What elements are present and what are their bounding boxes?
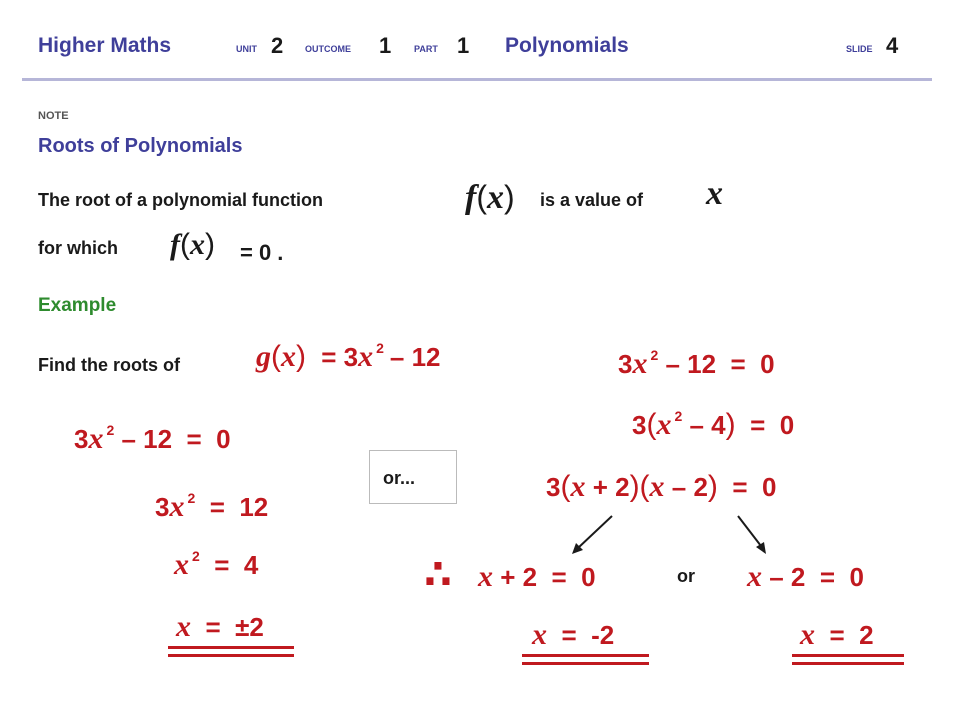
example-function: g(x) = 3x $^2$ – 12 bbox=[256, 340, 441, 373]
note-label: NOTE bbox=[38, 110, 69, 122]
result-right: x = 2 bbox=[800, 618, 874, 651]
branch-right-equation: x – 2 = 0 bbox=[747, 560, 864, 593]
function-notation-fx: f(x) bbox=[465, 179, 515, 216]
right-step2: 3(x $^2$ – 4) = 0 bbox=[632, 408, 795, 441]
part-label: PART bbox=[414, 44, 438, 54]
function-notation-fx-2: f(x) bbox=[170, 228, 215, 261]
branch-or: or bbox=[677, 566, 695, 586]
right-branch-arrowhead bbox=[756, 542, 766, 554]
outcome-value: 1 bbox=[379, 33, 392, 58]
variable-x: x bbox=[706, 175, 723, 212]
outcome-label: OUTCOME bbox=[305, 44, 351, 54]
slide-value: 4 bbox=[886, 33, 899, 58]
left-branch-arrow-line bbox=[578, 516, 612, 548]
left-step1: 3x $^2$ – 12 = 0 bbox=[74, 422, 231, 455]
definition-line2: for which bbox=[38, 238, 118, 258]
definition-line1: The root of a polynomial function bbox=[38, 190, 323, 210]
course-title: Higher Maths bbox=[38, 34, 172, 57]
or-box-label: or... bbox=[383, 468, 416, 488]
part-value: 1 bbox=[457, 33, 470, 58]
slide-label: SLIDE bbox=[846, 44, 873, 54]
example-label: Example bbox=[38, 295, 117, 316]
topic-title: Polynomials bbox=[505, 34, 629, 57]
result-left-underline-2 bbox=[522, 662, 649, 665]
left-answer-underline-2 bbox=[168, 654, 294, 657]
right-branch-arrow-line bbox=[738, 516, 761, 546]
left-step3: x $^2$ = 4 bbox=[174, 548, 259, 581]
right-step1: 3x $^2$ – 12 = 0 bbox=[618, 347, 775, 380]
unit-label: UNIT bbox=[236, 44, 257, 54]
definition-end: = 0 . bbox=[240, 240, 284, 265]
right-step3: 3(x + 2)(x – 2) = 0 bbox=[546, 470, 777, 503]
note-title: Roots of Polynomials bbox=[38, 135, 243, 157]
therefore-symbol: ∴ bbox=[424, 553, 452, 597]
unit-value: 2 bbox=[271, 33, 284, 58]
result-left-underline-1 bbox=[522, 654, 649, 657]
branch-left-equation: x + 2 = 0 bbox=[478, 560, 596, 593]
left-step4: x = ±2 bbox=[176, 610, 264, 643]
definition-mid: is a value of bbox=[540, 190, 644, 210]
left-step2: 3x $^2$ = 12 bbox=[155, 490, 269, 523]
result-left: x = -2 bbox=[532, 618, 615, 651]
left-answer-underline-1 bbox=[168, 646, 294, 649]
example-prompt: Find the roots of bbox=[38, 355, 180, 375]
result-right-underline-1 bbox=[792, 654, 904, 657]
result-right-underline-2 bbox=[792, 662, 904, 665]
branch-arrows bbox=[560, 510, 790, 560]
header-divider bbox=[22, 78, 932, 81]
